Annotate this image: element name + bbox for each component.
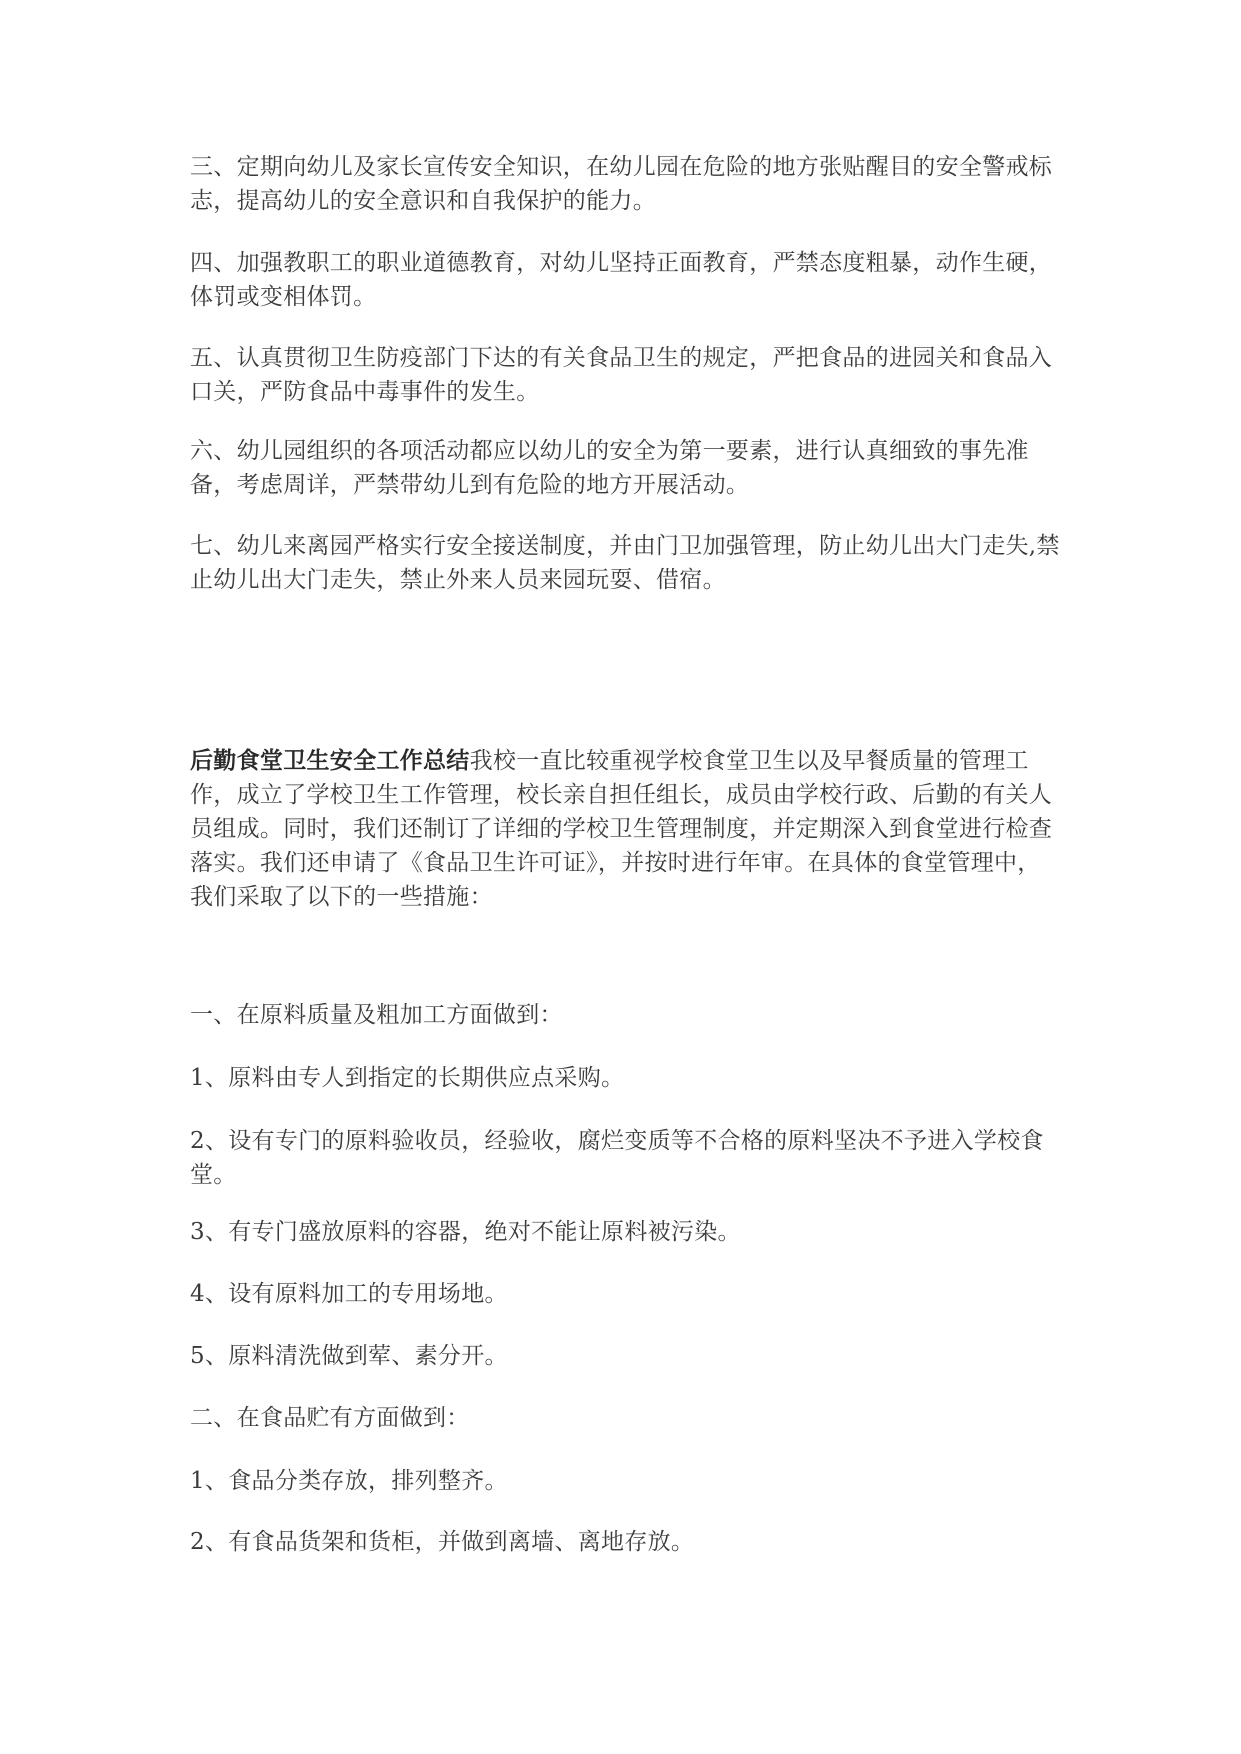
paragraph-seven: 七、幼儿来离园严格实行安全接送制度，并由门卫加强管理，防止幼儿出大门走失,禁止幼儿出大门走失，禁止外来人员来园玩耍、借宿。 — [190, 533, 1060, 593]
list-item: 3、有专门盛放原料的容器，绝对不能让原料被污染。 — [190, 1219, 741, 1245]
summary-body: 我校一直比较重视学校食堂卫生以及早餐质量的管理工作，成立了学校卫生工作管理，校长亲自担任组长，成员由学校行政、后勤的有关人员组成。同时，我们还制订了详细的学校卫生管理制度，并定期深入到食堂进行检查落实。我们还申请了《食品卫生许可证》，并按时进行年审。在具体的食堂管理中，我们采取了以下的一些措施： — [190, 748, 1053, 910]
list-item: 2、有食品货架和货柜，并做到离墙、离地存放。 — [190, 1529, 695, 1555]
list-item: 1、原料由专人到指定的长期供应点采购。 — [190, 1065, 625, 1091]
paragraph-five: 五、认真贯彻卫生防疫部门下达的有关食品卫生的规定，严把食品的进园关和食品入口关，严防食品中毒事件的发生。 — [190, 345, 1053, 405]
paragraph-six: 六、幼儿园组织的各项活动都应以幼儿的安全为第一要素，进行认真细致的事先准备，考虑周详，严禁带幼儿到有危险的地方开展活动。 — [190, 438, 1029, 498]
list-item: 5、原料清洗做到荤、素分开。 — [190, 1343, 508, 1369]
section-two-heading: 二、在食品贮有方面做到： — [190, 1405, 470, 1431]
list-item: 4、设有原料加工的专用场地。 — [190, 1281, 508, 1307]
summary-title: 后勤食堂卫生安全工作总结 — [190, 748, 470, 774]
list-item: 2、设有专门的原料验收员，经验收，腐烂变质等不合格的原料坚决不予进入学校食堂。 — [190, 1128, 1044, 1188]
section-one-heading: 一、在原料质量及粗加工方面做到： — [190, 1002, 563, 1028]
paragraph-three: 三、定期向幼儿及家长宣传安全知识，在幼儿园在危险的地方张贴醒目的安全警戒标志，提高幼儿的安全意识和自我保护的能力。 — [190, 154, 1053, 214]
paragraph-four: 四、加强教职工的职业道德教育，对幼儿坚持正面教育，严禁态度粗暴，动作生硬，体罚或变相体罚。 — [190, 250, 1053, 310]
summary-paragraph — [190, 744, 1060, 914]
list-item: 1、食品分类存放，排列整齐。 — [190, 1468, 508, 1494]
